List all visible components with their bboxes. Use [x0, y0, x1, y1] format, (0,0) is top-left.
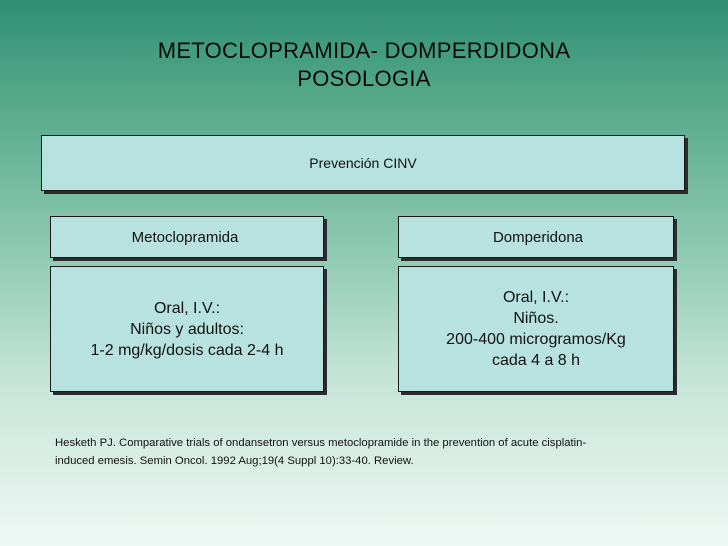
metoclopramida-dose-line: Niños y adultos:: [130, 320, 244, 338]
slide-title-line-2: POSOLOGIA: [297, 66, 431, 91]
reference-line-2: induced emesis. Semin Oncol. 1992 Aug;19(4 Suppl 10):33-40. Review.: [55, 455, 414, 467]
prevention-cinv-label: Prevención CINV: [309, 155, 417, 171]
metoclopramida-dose-box: [50, 266, 324, 392]
reference-line-1: Hesketh PJ. Comparative trials of ondansetron versus metoclopramide in the prevention of acute cisplatin-: [55, 437, 587, 449]
domperidona-label: Domperidona: [492, 228, 584, 246]
domperidona-dose-line: 200-400 microgramos/Kg: [446, 331, 626, 348]
metoclopramida-label: Metoclopramida: [131, 228, 239, 246]
domperidona-dose-line: Niños.: [513, 310, 559, 327]
domperidona-dose-box: [398, 266, 674, 392]
reference-citation: [55, 434, 695, 470]
metoclopramida-header-box: [50, 216, 324, 258]
slide-title-line-1: METOCLOPRAMIDA- DOMPERDIDONA: [157, 38, 571, 63]
prevention-cinv-box: [41, 135, 685, 191]
metoclopramida-dose-line: Oral, I.V.:: [153, 299, 221, 317]
domperidona-header-box: [398, 216, 674, 258]
metoclopramida-dose-line: 1-2 mg/kg/dosis cada 2-4 h: [90, 341, 284, 359]
domperidona-dose-line: cada 4 a 8 h: [491, 352, 581, 369]
domperidona-dose-line: Oral, I.V.:: [502, 289, 570, 306]
